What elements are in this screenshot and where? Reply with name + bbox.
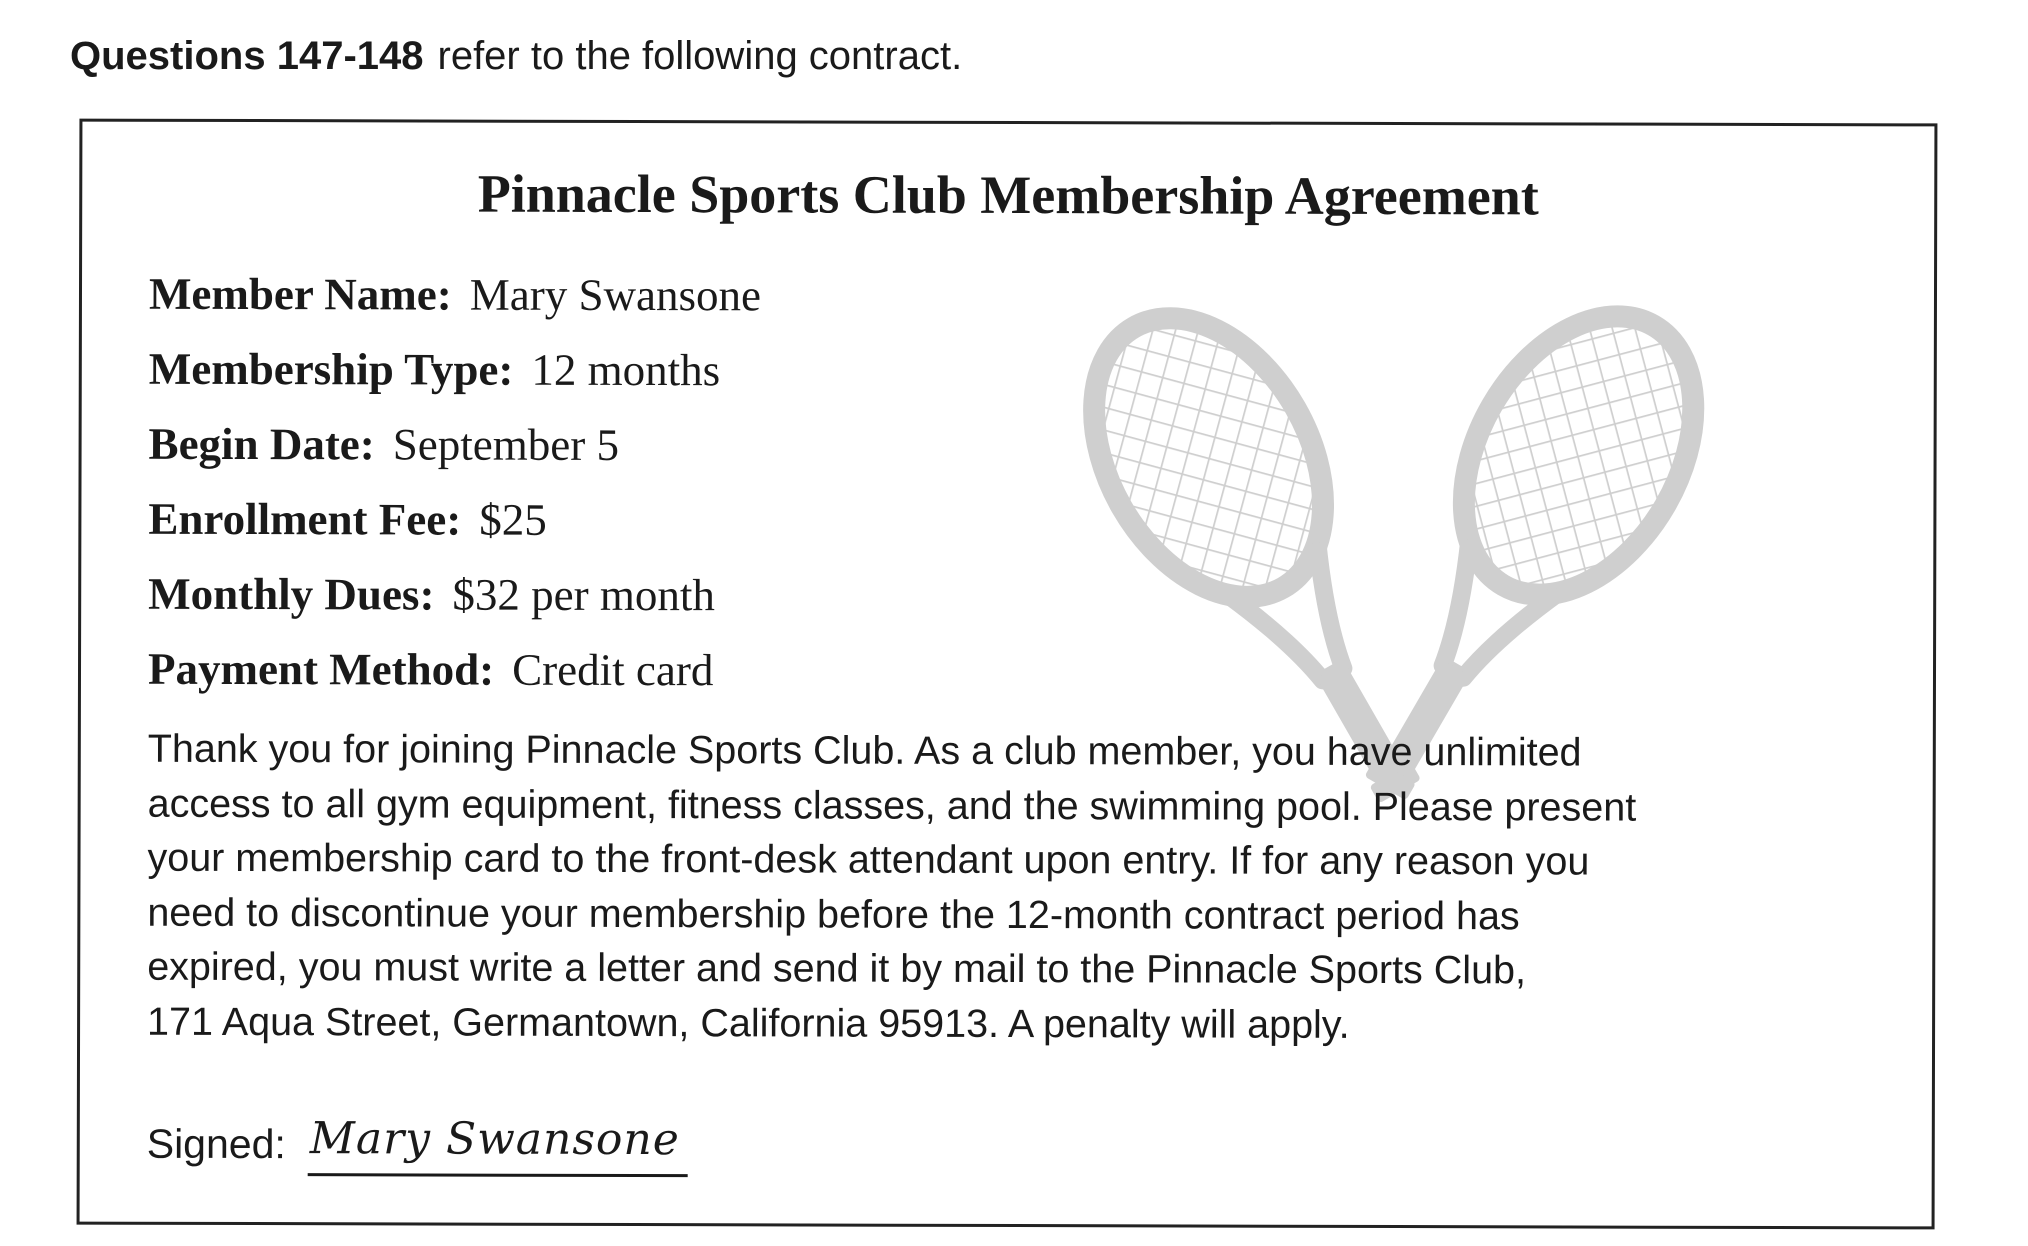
agreement-line: need to discontinue your membership before the 12-month contract period has — [147, 890, 1520, 938]
agreement-line: access to all gym equipment, fitness classes, and the swimming pool. Please present — [147, 781, 1637, 830]
agreement-line: your membership card to the front-desk attendant upon entry. If for any reason you — [147, 835, 1590, 884]
field-label: Begin Date: — [148, 418, 375, 470]
question-intro: refer to the following contract. — [437, 34, 963, 78]
field-label: Membership Type: — [148, 343, 514, 395]
field-value: 12 months — [531, 344, 721, 396]
signature-block — [147, 1107, 688, 1177]
field-member-name — [149, 257, 761, 334]
field-value: Mary Swansone — [469, 269, 762, 321]
field-value: $32 per month — [452, 569, 716, 621]
agreement-line: Thank you for joining Pinnacle Sports Club. As a club member, you have unlimited — [147, 726, 1582, 775]
signed-label: Signed: — [146, 1120, 286, 1168]
field-label: Enrollment Fee: — [148, 493, 462, 545]
contract-box — [77, 119, 1938, 1230]
membership-fields — [148, 257, 761, 709]
field-value: September 5 — [392, 419, 620, 470]
agreement-line: 171 Aqua Street, Germantown, California 95913. A penalty will apply. — [147, 999, 1350, 1047]
agreement-line: expired, you must write a letter and send it by mail to the Pinnacle Sports Club, — [147, 944, 1527, 993]
field-value: $25 — [479, 494, 547, 545]
field-label: Member Name: — [148, 268, 452, 320]
contract-title: Pinnacle Sports Club Membership Agreement — [477, 163, 1539, 227]
field-label: Payment Method: — [147, 643, 495, 695]
field-value: Credit card — [512, 644, 714, 696]
field-begin-date — [149, 407, 761, 484]
field-payment-method — [148, 632, 760, 709]
field-monthly-dues — [148, 557, 760, 634]
question-header — [70, 26, 962, 86]
question-numbers: Questions 147-148 — [70, 34, 424, 78]
field-membership-type — [149, 332, 761, 409]
signature: Mary Swansone — [308, 1107, 688, 1177]
field-enrollment-fee — [148, 482, 760, 559]
agreement-text — [147, 722, 1908, 1054]
field-label: Monthly Dues: — [148, 568, 435, 620]
